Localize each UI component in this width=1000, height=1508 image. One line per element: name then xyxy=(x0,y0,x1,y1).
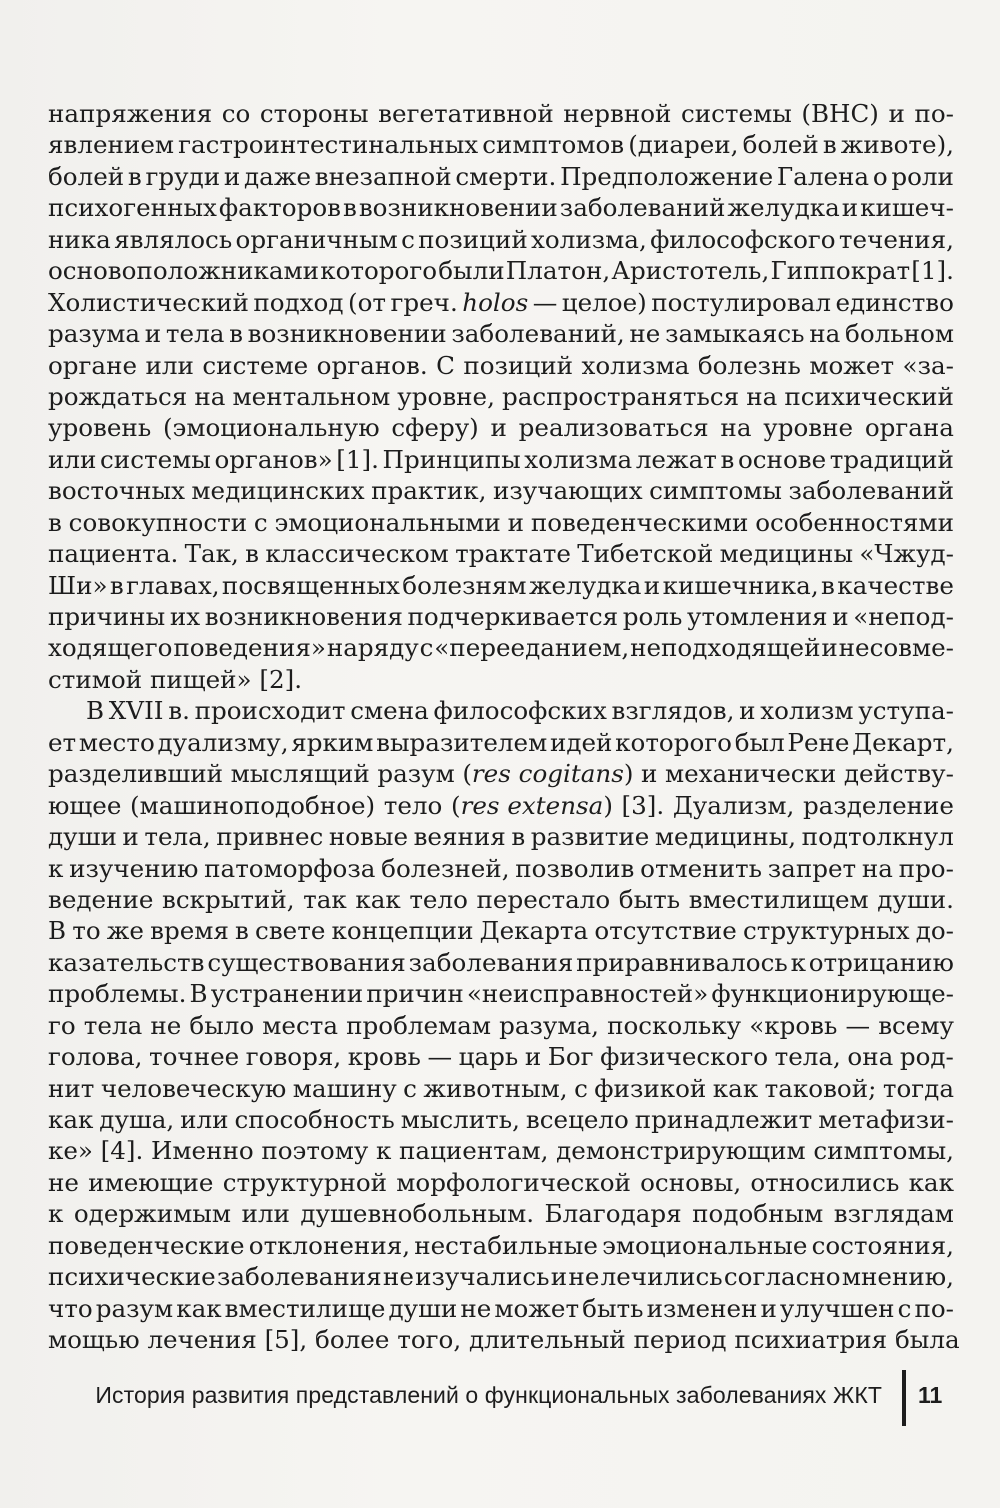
body-text xyxy=(48,98,960,1356)
text-line: голова, точнее говоря, кровь — царь и Бог физического тела, она род- xyxy=(48,1042,954,1072)
text-line: Холистический подход (от греч. holos — целое) постулировал единство xyxy=(48,287,954,317)
text-line: рождаться на ментальном уровне, распространяться на психический xyxy=(48,381,954,411)
text-line: как душа, или способность мыслить, всецело принадлежит метафизи- xyxy=(48,1105,954,1134)
text-line: нит человеческую машину с животным, с физикой как таковой; тогда xyxy=(48,1073,954,1103)
text-line: психические заболевания не изучались и не лечились согласно мнению, xyxy=(48,1262,954,1292)
text-line: ходящего поведения» наряду с «перееданием, неподходящей и несовме- xyxy=(48,633,954,663)
text-line: пациента. Так, в классическом трактате Тибетской медицины «Чжуд- xyxy=(48,539,954,569)
text-line: болей в груди и даже внезапной смерти. Предположение Галена о роли xyxy=(48,161,954,191)
text-line: проблемы. В устранении причин «неисправностей» функционирующе- xyxy=(48,979,954,1009)
page-footer xyxy=(0,1370,1000,1430)
text-line: Ши» в главах, посвященных болезням желудка и кишечника, в качестве xyxy=(48,570,954,600)
text-line: разума и тела в возникновении заболеваний, не замыкаясь на больном xyxy=(48,319,954,349)
text-line: в совокупности с эмоциональными и поведенческими особенностями xyxy=(48,507,954,537)
text-line: уровень (эмоциональную сферу) и реализоваться на уровне органа xyxy=(48,413,954,443)
text-line: основоположниками которого были Платон, Аристотель, Гиппократ [1]. xyxy=(48,256,954,286)
text-line: причины их возникновения подчеркивается роль утомления и «непод- xyxy=(48,602,954,631)
text-line: В то же время в свете концепции Декарта отсутствие структурных до- xyxy=(48,916,954,946)
text-line: го тела не было места проблемам разума, поскольку «кровь — всему xyxy=(48,1010,954,1040)
text-line: ющее (машиноподобное) тело (res extensa) [3]. Дуализм, разделение xyxy=(48,790,954,820)
text-line: явлением гастроинтестинальных симптомов (диареи, болей в животе), xyxy=(48,130,954,160)
text-line: органе или системе органов. С позиций холизма болезнь может «за- xyxy=(48,350,954,380)
page-number: 11 xyxy=(918,1382,943,1408)
text-line: казательств существования заболевания приравнивалось к отрицанию xyxy=(48,947,954,977)
text-line: ет место дуализму, ярким выразителем идей которого был Рене Декарт, xyxy=(48,727,954,757)
text-line: ника являлось органичным с позиций холизма, философского течения, xyxy=(48,224,954,254)
text-line: не имеющие структурной морфологической основы, относились как xyxy=(48,1167,954,1197)
text-line: разделивший мыслящий разум (res cogitans) и механически действу- xyxy=(48,759,954,789)
text-line: к изучению патоморфоза болезней, позволив отменить запрет на про- xyxy=(48,853,954,883)
text-line: стимой пищей» [2]. xyxy=(48,664,303,694)
text-line: психогенных факторов в возникновении заболеваний желудка и кишеч- xyxy=(48,193,954,223)
running-title: История развития представлений о функциональных заболеваниях ЖКТ xyxy=(95,1382,882,1408)
text-line: души и тела, привнес новые веяния в развитие медицины, подтолкнул xyxy=(48,822,954,852)
text-line: ведение вскрытий, так как тело перестало быть вместилищем души. xyxy=(48,884,954,914)
text-line: ке» [4]. Именно поэтому к пациентам, демонстрирующим симптомы, xyxy=(48,1136,954,1166)
text-line: или системы органов» [1]. Принципы холизма лежат в основе традиций xyxy=(48,444,954,474)
footer-divider xyxy=(902,1370,906,1426)
text-line: поведенческие отклонения, нестабильные эмоциональные состояния, xyxy=(48,1230,954,1260)
text-line: мощью лечения [5], более того, длительный период психиатрия была xyxy=(48,1325,960,1355)
text-line: восточных медицинских практик, изучающих симптомы заболеваний xyxy=(48,476,954,506)
text-line: что разум как вместилище души не может быть изменен и улучшен с по- xyxy=(48,1293,954,1323)
text-line: к одержимым или душевнобольным. Благодаря подобным взглядам xyxy=(48,1199,954,1229)
text-line: напряжения со стороны вегетативной нервной системы (ВНС) и по- xyxy=(48,99,954,128)
text-line: В XVII в. происходит смена философских взглядов, и холизм уступа- xyxy=(86,696,954,726)
